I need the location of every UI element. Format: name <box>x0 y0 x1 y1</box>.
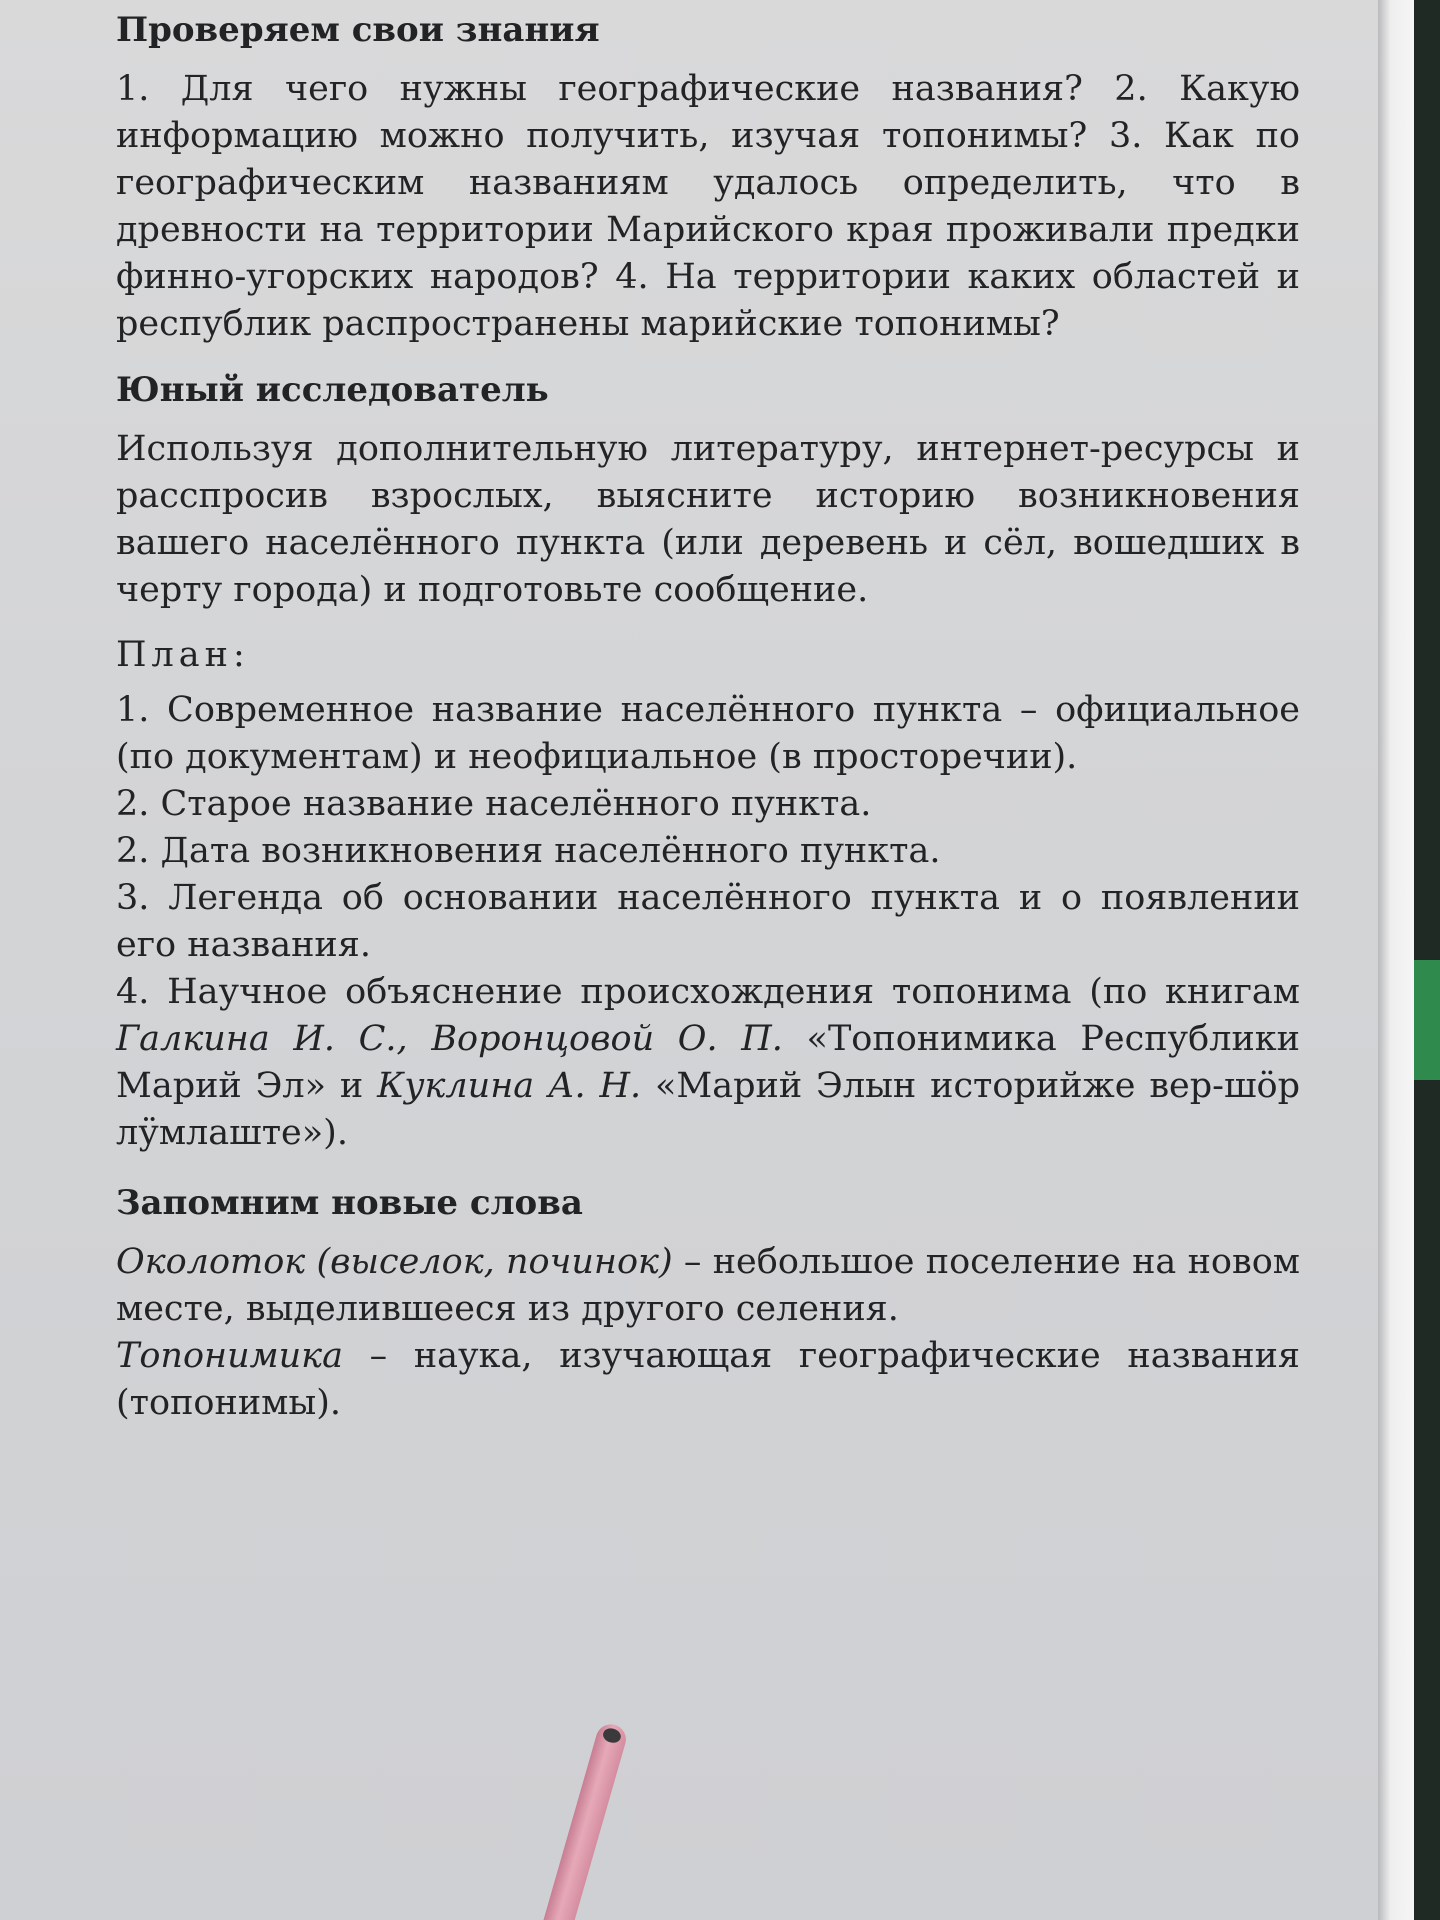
glossary-synonyms: (выселок, починок) <box>316 1242 673 1282</box>
glossary-entry-toponymics <box>116 1333 1300 1427</box>
plan-item: 2. Дата возникновения населённого пункта. <box>116 831 941 871</box>
plan-item-prefix: 4. Научное объяснение происхождения топонима (по книгам <box>116 972 1300 1012</box>
section-heading-check-knowledge: Проверяем свои знания <box>116 10 600 50</box>
glossary-entry-okolotok <box>116 1239 1300 1333</box>
page-content <box>116 6 1300 1427</box>
section-heading-new-words: Запомним новые слова <box>116 1183 583 1223</box>
book-title-toponymy: «Топонимика Республики Марий Эл» и <box>116 1019 1300 1106</box>
author-kuklin: Куклина А. Н. <box>377 1066 642 1106</box>
plan-item-sources <box>116 969 1300 1157</box>
questions-paragraph: 1. Для чего нужны географические названия? 2. Какую информацию можно получить, изучая топонимы? 3. Как по географическим названиям удалось определить, что в древности на территории Марийского края проживали предки финно-угорских народов? 4. На территории каких областей и республик распространены марийские топонимы? <box>116 69 1300 344</box>
glossary-definition: – наука, изучающая географические названия (топонимы). <box>116 1336 1300 1423</box>
pencil-tip <box>601 1726 622 1744</box>
page-edge <box>1378 0 1414 1920</box>
section-heading-young-researcher: Юный исследователь <box>116 370 549 410</box>
pink-pencil <box>534 1721 629 1920</box>
plan-title: План: <box>116 635 250 675</box>
plan-item: 2. Старое название населённого пункта. <box>116 784 872 824</box>
glossary-term: Околоток <box>116 1242 306 1282</box>
green-object <box>1414 960 1440 1080</box>
glossary-term: Топонимика <box>116 1336 343 1376</box>
background-strip <box>1414 0 1440 1920</box>
section-spacer <box>116 1157 1300 1179</box>
book-title-mari: «Марий Элын историйже вер-шӧр лӱмлаште»). <box>116 1066 1300 1153</box>
plan-item: 1. Современное название населённого пункта – официальное (по документам) и неофициальное (в просторечии). <box>116 690 1300 777</box>
glossary-definition: – небольшое поселение на новом месте, выделившееся из другого селения. <box>116 1242 1300 1329</box>
research-task-paragraph: Используя дополнительную литературу, интернет-ресурсы и расспросив взрослых, выясните историю возникновения вашего населённого пункта (или деревень и сёл, вошедших в черту города) и подготовьте сообщение. <box>116 429 1300 610</box>
author-galkina-vorontsova: Галкина И. С., Воронцовой О. П. <box>116 1019 783 1059</box>
plan-item: 3. Легенда об основании населённого пункта и о появлении его названия. <box>116 878 1300 965</box>
